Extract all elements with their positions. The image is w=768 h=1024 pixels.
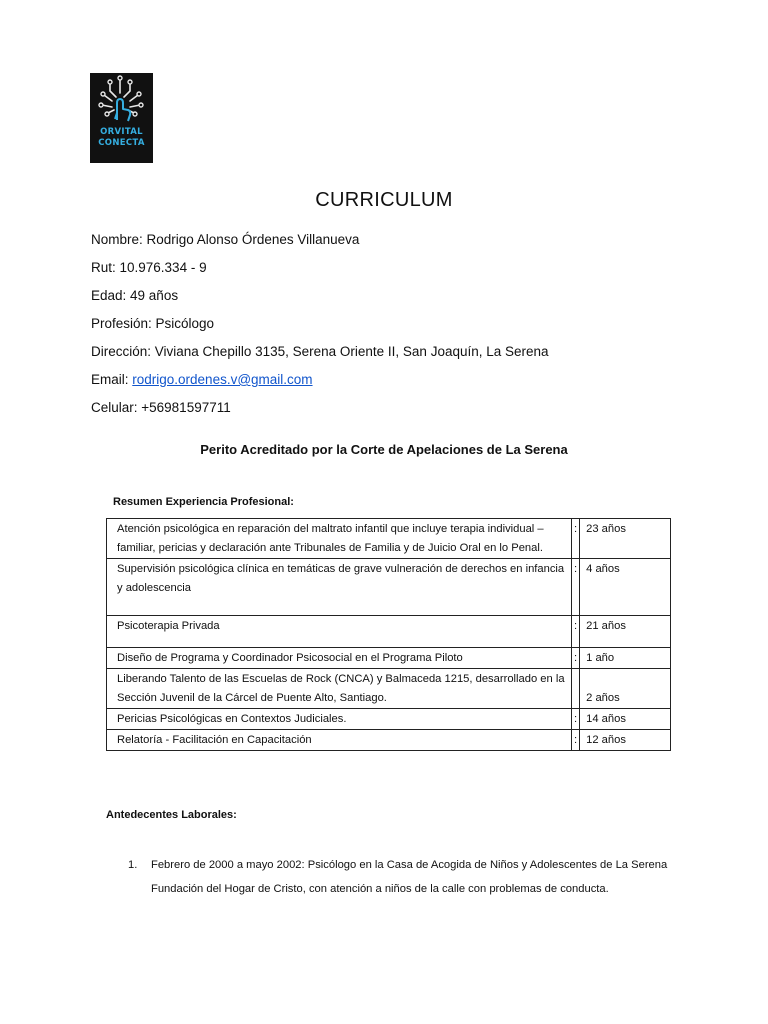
experience-years: 2 años [580, 669, 671, 709]
experience-years: 21 años [580, 616, 671, 648]
experience-heading: Resumen Experiencia Profesional: [113, 496, 294, 508]
field-celular: Celular: +56981597711 [91, 400, 231, 415]
table-row [107, 730, 671, 751]
experience-desc: Relatoría - Facilitación en Capacitación [107, 730, 572, 751]
field-rut: Rut: 10.976.334 - 9 [91, 260, 207, 275]
accreditation-subtitle: Perito Acreditado por la Corte de Apelaciones de La Serena [200, 442, 568, 457]
logo-text-line2: CONECTA [98, 138, 145, 148]
email-link[interactable]: rodrigo.ordenes.v@gmail.com [132, 372, 313, 387]
table-row [107, 709, 671, 730]
experience-sep: : [572, 616, 580, 648]
experience-years: 12 años [580, 730, 671, 751]
experience-desc: Psicoterapia Privada [107, 616, 572, 648]
field-email [91, 371, 313, 389]
table-row [107, 559, 671, 616]
experience-sep: : [572, 648, 580, 669]
logo-text-line1: ORVITAL [100, 127, 143, 137]
email-label: Email: [91, 372, 133, 387]
experience-sep [572, 669, 580, 709]
document-title: CURRICULUM [315, 189, 453, 211]
experience-desc: Diseño de Programa y Coordinador Psicosocial en el Programa Piloto [107, 648, 572, 669]
experience-years: 14 años [580, 709, 671, 730]
experience-sep: : [572, 730, 580, 751]
experience-table [106, 518, 671, 751]
field-nombre: Nombre: Rodrigo Alonso Órdenes Villanueva [91, 232, 360, 247]
experience-years: 4 años [580, 559, 671, 616]
experience-desc: Pericias Psicológicas en Contextos Judiciales. [107, 709, 572, 730]
field-profesion: Profesión: Psicólogo [91, 316, 215, 331]
experience-sep: : [572, 519, 580, 559]
orvital-conecta-logo [90, 73, 153, 163]
work-heading: Antedecentes Laborales: [106, 809, 237, 821]
table-row [107, 648, 671, 669]
experience-years: 23 años [580, 519, 671, 559]
experience-years: 1 año [580, 648, 671, 669]
field-direccion: Dirección: Viviana Chepillo 3135, Serena Oriente II, San Joaquín, La Serena [91, 344, 549, 359]
experience-desc: Supervisión psicológica clínica en temáticas de grave vulneración de derechos en infancia y adolescencia [107, 559, 572, 616]
list-item-text: Febrero de 2000 a mayo 2002: Psicólogo en la Casa de Acogida de Niños y Adolescentes de La Serena Fundación del Hogar de Cristo, con atención a niños de la calle con problemas de conducta. [151, 859, 668, 895]
table-row [107, 519, 671, 559]
experience-desc: Atención psicológica en reparación del maltrato infantil que incluye terapia individual – familiar, pericias y declaración ante Tribunales de Familia y de Juicio Oral en lo Penal. [107, 519, 572, 559]
table-row [107, 669, 671, 709]
circuit-hand-icon [90, 73, 153, 127]
experience-sep: : [572, 559, 580, 616]
field-edad: Edad: 49 años [91, 288, 179, 303]
list-item-number: 1. [128, 859, 138, 871]
table-row [107, 616, 671, 648]
experience-desc: Liberando Talento de las Escuelas de Rock (CNCA) y Balmaceda 1215, desarrollado en la Sección Juvenil de la Cárcel de Puente Alto, Santiago. [107, 669, 572, 709]
experience-sep: : [572, 709, 580, 730]
